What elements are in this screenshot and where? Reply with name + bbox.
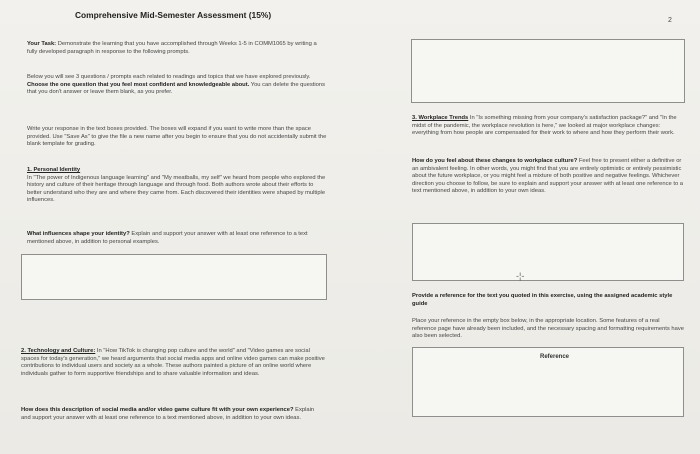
- q1-prompt: Explain and support your answer with at least one reference to a text mentioned above, in addition to personal examples.: [27, 231, 308, 245]
- q1-answer-box[interactable]: [21, 254, 327, 300]
- q2-paragraph: [21, 348, 325, 378]
- instructions-text2: You can delete the questions that you don't answer or leave them blank, as you prefer.: [27, 81, 325, 95]
- q1-heading: 1. Personal Identity: [27, 167, 81, 173]
- q1-paragraph: [27, 167, 327, 205]
- text-cursor-icon: -¦-: [516, 271, 525, 281]
- q3-body: In "Is something missing from your company's satisfaction package?" and "In the midst of the pandemic, the workplace revolution is here," we looked at major workplace changes: everything from how people are compensated for their work to where and how they perform their work.: [412, 115, 677, 136]
- q2-prompt: Explain and support your answer with at least one reference to a text mentioned above, in addition to your own ideas.: [21, 407, 315, 421]
- q2-heading: 2. Technology and Culture:: [21, 348, 96, 354]
- reference-heading: Provide a reference for the text you quoted in this exercise, using the assigned academic style guide: [412, 293, 673, 307]
- q3-heading: 3. Workplace Trends: [412, 115, 469, 121]
- instructions-emphasis: Choose the one question that you feel most confident and knowledgeable about.: [27, 81, 250, 88]
- task-paragraph: [27, 41, 327, 56]
- reference-heading-paragraph: [412, 293, 684, 308]
- instructions-paragraph: [27, 74, 327, 97]
- instructions-text: Below you will see 3 questions / prompts each related to readings and topics that we have explored previously.: [27, 74, 311, 80]
- reference-box-label: Reference: [540, 354, 570, 360]
- q3-paragraph: [412, 115, 684, 138]
- write-note-paragraph: Write your response in the text boxes provided. The boxes will expand if you want to write more than the space provided. Use "Save As" to give the file a new name after you begin to ensure that you do not accidentally submit the blank template for grading.: [27, 126, 327, 147]
- page-number: 2: [668, 17, 672, 24]
- q3-question: How do you feel about these changes to workplace culture?: [412, 158, 578, 164]
- q1-body: In "The power of Indigenous language learning" and "My meatballs, my self" we heard from people who explored the history and culture of their heritage through language and through food. Both authors wrote about their efforts to better understand who they are and where they came from. Each discovered their identities were shaped by multiple influences.: [27, 174, 326, 203]
- q3-prompt: Feel free to present either a definitive or an ambivalent feeling. In other words, you might find that you are entirely optimistic or entirely pessimistic about the future workplace, or you might feel a mixture of both positive and negative feelings. Whichever direction you choose to follow, be sure to explain and support your answer with at least one reference to a text mentioned above, in addition to your own ideas.: [412, 158, 684, 194]
- answer-box-top[interactable]: [411, 39, 685, 103]
- q1-question: What influences shape your identity?: [27, 231, 130, 237]
- q2-body: In "How TikTok is changing pop culture and the world" and "Video games are social spaces for today's generation," we heard arguments that social media apps and online video games can make positive contributions to individual users and society as a whole. These authors painted a picture of an online world where individuals gather to form supportive friendships and to share valuable information and ideas.: [21, 348, 325, 377]
- task-label: Your Task:: [27, 41, 57, 47]
- q2-question-paragraph: [21, 407, 325, 422]
- reference-body: Place your reference in the empty box below, in the appropriate location. Some features of a real reference page have already been included, and the necessary spacing and formatting requirements have also been selected.: [412, 318, 684, 339]
- q2-question: How does this description of social media and/or video game culture fit with your own experience?: [21, 407, 294, 413]
- q1-question-paragraph: [27, 231, 327, 246]
- q3-answer-box[interactable]: [412, 223, 684, 281]
- task-text: Demonstrate the learning that you have accomplished through Weeks 1-5 in COMM1065 by writing a fully developed paragraph in response to the following prompts.: [27, 41, 317, 55]
- page-title: Comprehensive Mid-Semester Assessment (15%): [75, 10, 272, 20]
- q3-question-paragraph: [412, 158, 684, 196]
